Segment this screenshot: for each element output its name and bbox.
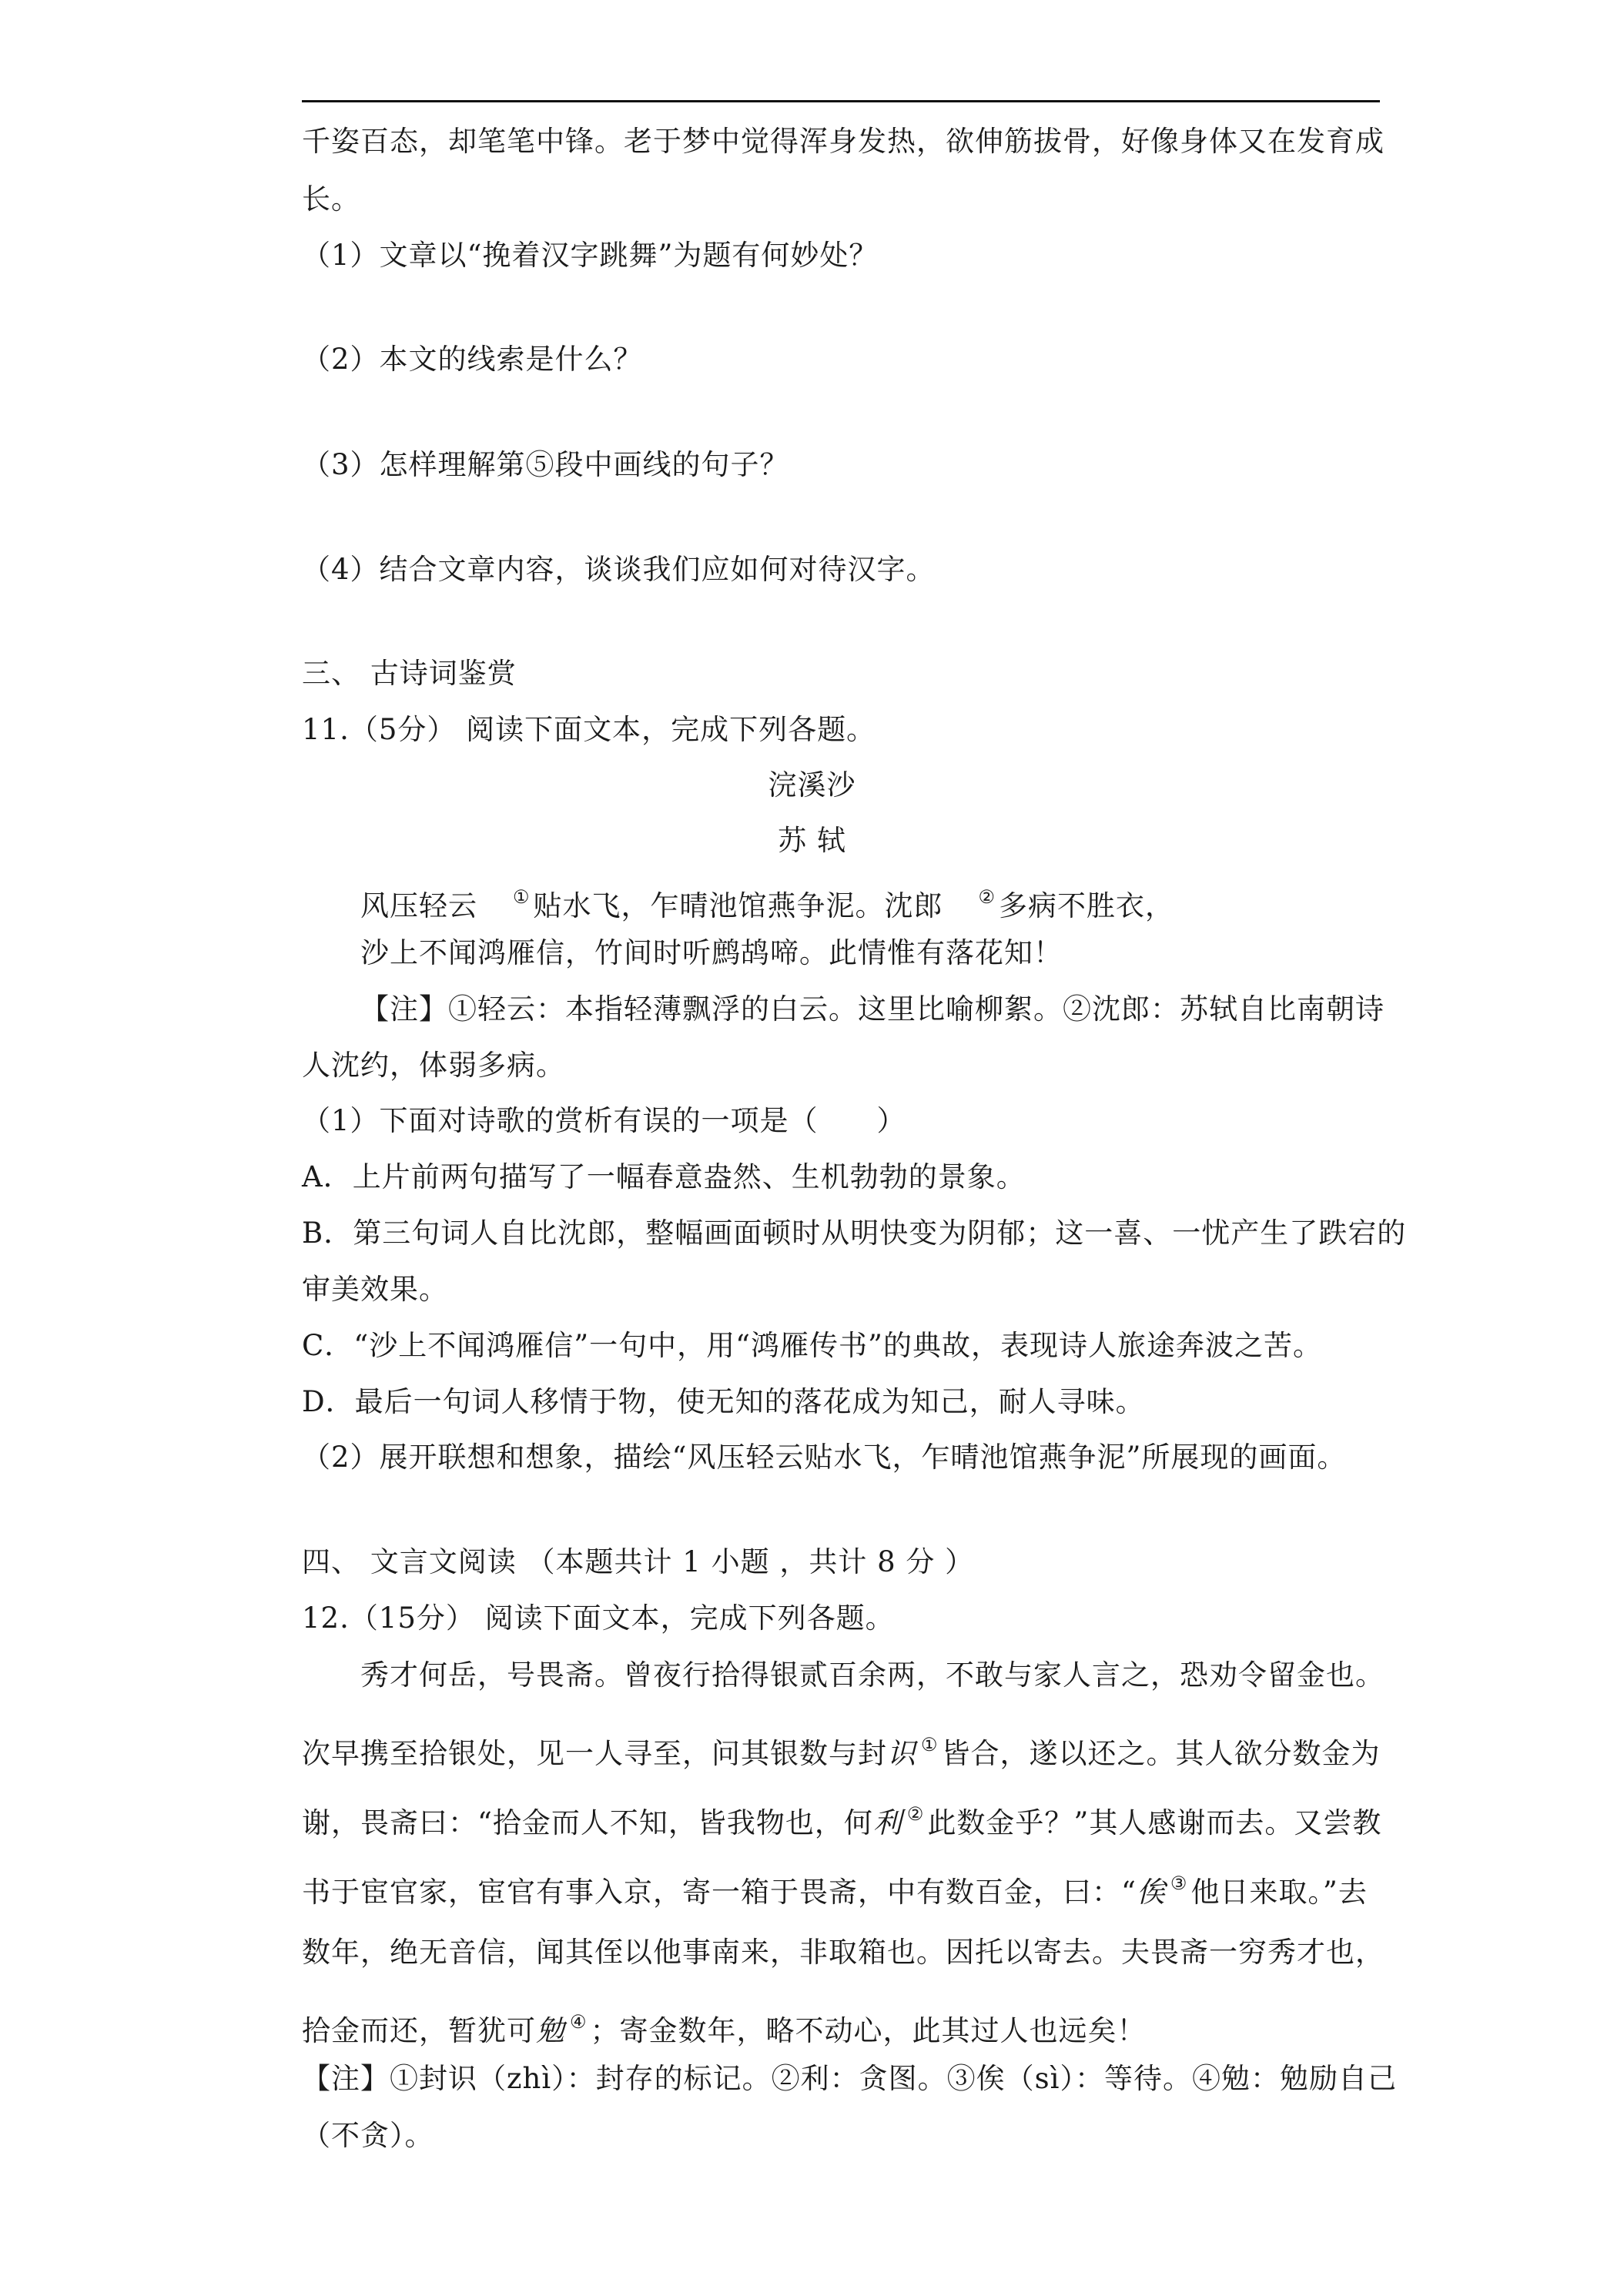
passage-line: 秀才何岳，号畏斋。曾夜行拾得银贰百余两，不敢与家人言之，恐劝令留金也。: [360, 1658, 1385, 1692]
footnote-marker: ①: [921, 1734, 939, 1755]
footnote-marker: ①: [513, 886, 531, 908]
question-11-head: 11.（5分） 阅读下面文本，完成下列各题。: [302, 713, 876, 746]
footnote-marker: ②: [978, 886, 996, 908]
question-12-head: 12.（15分） 阅读下面文本，完成下列各题。: [302, 1602, 895, 1635]
poem-title: 浣溪沙: [768, 768, 856, 802]
poem-line-2: 沙上不闻鸿雁信，竹间时听鹧鸪啼。此情惟有落花知！: [360, 936, 1063, 969]
header-rule: [302, 100, 1380, 102]
sub-question-2: （2）展开联想和想象，描绘“风压轻云贴水飞，乍晴池馆燕争泥”所展现的画面。: [302, 1441, 1347, 1474]
section-heading: 四、 文言文阅读 （本题共计 1 小题 ，共计 8 分 ）: [302, 1545, 975, 1578]
footnote-marker: ③: [1170, 1873, 1188, 1894]
option-b-cont: 审美效果。: [302, 1273, 448, 1306]
poem-note: 【注】①轻云：本指轻薄飘浮的白云。这里比喻柳絮。②沈郎：苏轼自比南朝诗: [360, 992, 1385, 1026]
option-c: C．“沙上不闻鸿雁信”一句中，用“鸿雁传书”的典故，表现诗人旅途奔波之苦。: [302, 1329, 1322, 1362]
option-d: D．最后一句词人移情于物，使无知的落花成为知己，耐人寻味。: [302, 1385, 1145, 1418]
poem-line-1: 风压轻云 ① 贴水飞，乍晴池馆燕争泥。沈郎 ② 多病不胜衣，: [360, 886, 1175, 922]
passage-line: 拾金而还，暂犹可勉 ④ ；寄金数年，略不动心，此其过人也远矣！: [302, 2011, 1147, 2047]
passage-line: 谢，畏斋曰：“拾金而人不知，皆我物也，何利 ② 此数金乎？”其人感谢而去。又尝教: [302, 1803, 1382, 1839]
passage-line: 数年，绝无音信，闻其侄以他事南来，非取箱也。因托以寄去。夫畏斋一穷秀才也，: [302, 1936, 1385, 1969]
passage-line: 次早携至拾银处，见一人寻至，问其银数与封识 ① 皆合，遂以还之。其人欲分数金为: [302, 1734, 1381, 1770]
passage-line: 书于宦官家，宦官有事入京，寄一箱于畏斋，中有数百金，曰：“俟 ③ 他日来取。”去: [302, 1873, 1368, 1909]
sub-question-1: （1）下面对诗歌的赏析有误的一项是（ ）: [302, 1104, 906, 1137]
passage-note: 【注】①封识（zhì）：封存的标记。②利：贪图。③俟（sì）：等待。④勉：勉励自己: [302, 2062, 1397, 2095]
question-3: （3）怎样理解第⑤段中画线的句子？: [302, 448, 789, 481]
passage-note: （不贪）。: [302, 2119, 434, 2152]
footnote-marker: ②: [906, 1803, 925, 1825]
text-line: 长。: [302, 182, 360, 216]
option-a: A．上片前两句描写了一幅春意盎然、生机勃勃的景象。: [302, 1160, 1026, 1193]
section-heading: 三、 古诗词鉴赏: [302, 657, 517, 690]
question-2: （2）本文的线索是什么？: [302, 343, 643, 376]
poem-note: 人沈约，体弱多病。: [302, 1049, 565, 1082]
question-1: （1）文章以“挽着汉字跳舞”为题有何妙处？: [302, 239, 879, 272]
option-b: B．第三句词人自比沈郎，整幅画面顿时从明快变为阴郁；这一喜、一忧产生了跌宕的: [302, 1217, 1407, 1250]
poem-author: 苏 轼: [778, 824, 846, 857]
question-4: （4）结合文章内容，谈谈我们应如何对待汉字。: [302, 553, 936, 586]
footnote-marker: ④: [570, 2011, 588, 2033]
text-line: 千姿百态，却笔笔中锋。老于梦中觉得浑身发热，欲伸筋拔骨，好像身体又在发育成: [302, 125, 1385, 158]
